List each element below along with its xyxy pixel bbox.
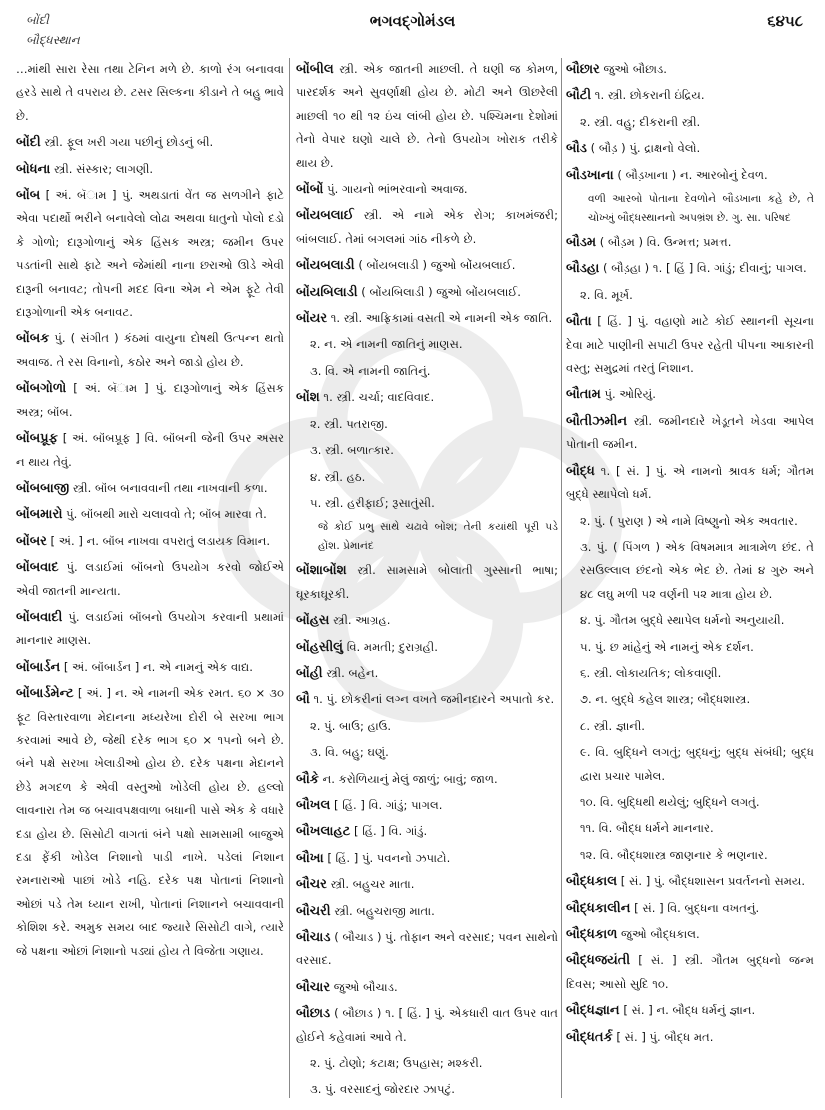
definition: ૨. સ્ત્રી. વહુ; દીકરાની સ્ત્રી. bbox=[580, 114, 701, 129]
definition: [ અં. બૉંબપ્રૂફ ] વિ. બૉંબની જેની ઉપર અસર ન થાય તેવું. bbox=[16, 431, 284, 469]
definition: [ અં. ] ન. એ નામની એક રમત. ૬૦ × ૩૦ ફૂટ વિસ્તારવાળા મેદાનના મધ્યરેખા દોરી બે સરખા ભાગ કરવામાં આવે છે, જેથી દરેક ભાગ ૬૦ × ૧૫નો બને છે. બંને પક્ષે સરખા ખેલાડીઓ હોય છે. દરેક પક્ષના મેદાનને છેડે મગદળ કે એવી વસ્તુઓ ખોડેલી હોય છે. હલ્લો લાવનારા તેમ જ બચાવપક્ષવાળા બધાની પાસે એક કે વધારે દડા હોય છે. સિસોટી વાગતાં બંને પક્ષો સામસામી બાજુએ દડા ફેંકી ખોડેલ નિશાનો પાડી નાખે. પડેલાં નિશાન રમનારાઓ પાછાં ખોડે નહિ. દરેક પક્ષ પોતાનાં નિશાનો ઓછાં પડે તેમ ધ્યાન રાખી, પોતાનાં નિશાનને બચાવવાની કોશિશ કરે. અમુક સમય બાદ જ્યારે સિસોટી વાગે, ત્યારે જે પક્ષના ઓછાં નિશાનો પડ્યાં હોય તે વિજેતા ગણાય. bbox=[16, 686, 285, 958]
dictionary-entry bbox=[566, 257, 814, 280]
dictionary-entry bbox=[296, 307, 558, 330]
page-header bbox=[0, 0, 825, 55]
dictionary-entry bbox=[566, 164, 814, 187]
dictionary-entry bbox=[566, 1026, 814, 1049]
headword: બોંબ bbox=[16, 188, 41, 204]
definition: [ હિં. ] પું. પવનનો ઝપાટો. bbox=[327, 850, 451, 865]
definition: ( બોંયબિલાડી ) જુઓ બોંયબલાઈ. bbox=[361, 284, 521, 299]
dictionary-entry bbox=[296, 926, 558, 973]
definition: ૨. પું. બાઉ; હાઉ. bbox=[310, 718, 392, 733]
dictionary-entry bbox=[16, 477, 284, 500]
headword: બોંબપ્રૂફ bbox=[16, 431, 58, 447]
dictionary-entry bbox=[296, 178, 558, 201]
headword: બૌતા bbox=[566, 314, 592, 330]
definition: ૧૦. વિ. બુદ્ધિથી થયેલું; બુદ્ધિને લગતું. bbox=[580, 794, 760, 809]
definition: જુઓ બૌછાડ. bbox=[603, 62, 667, 76]
headword: બૌદ્ધજ્ઞાન bbox=[566, 1003, 620, 1019]
headword: બૌડહા bbox=[566, 261, 600, 277]
definition: [ સં. ] પું. બૌદ્ધશાસન પ્રવર્તનનો સમય. bbox=[620, 874, 806, 889]
dictionary-entry bbox=[296, 768, 558, 791]
sense bbox=[566, 741, 814, 788]
sense bbox=[566, 791, 814, 814]
sense bbox=[296, 715, 558, 738]
dictionary-entry bbox=[16, 503, 284, 526]
definition: પું. લડાઈમાં બૉંબનો ઉપયોગ કરવાની પ્રથામાં માનનાર માણસ. bbox=[16, 609, 285, 648]
headword: બોંશ bbox=[296, 390, 320, 406]
sense bbox=[566, 284, 814, 307]
definition: ૧. સ્ત્રી. છોકરાની ઇંદ્રિય. bbox=[594, 88, 705, 103]
sense bbox=[296, 466, 558, 489]
dictionary-entry bbox=[296, 688, 558, 711]
definition: [ અં. બૅામ ] પું. અથડાતાં વેંત જ સળગીને ફાટે એવા પદાર્થો ભરીને બનાવેલો લોઢા અથવા ધાતુનો પોલો દડો કે ગોળો; દારૂગોળાનું એક હિંસક અસ્ત્ર; જમીન ઉપર પડતાંની સાથે ફાટે અને જેમાંથી નાના છરાઓ ઊડે એવી દારૂની બનાવટ; તોપની મદદ વિના એમ ને એમ ફૂટે તેવી દારૂગોળાની એક બનાવટ. bbox=[16, 188, 284, 320]
dictionary-entry bbox=[16, 530, 284, 553]
definition: ૧. પું. છોકરીનાં લગ્ન વખતે જમીનદારને અપાતો કર. bbox=[313, 692, 555, 707]
definition: [ હિં. ] પું. વહાણો માટે કોઈ સ્થાનની સૂચના દેવા માટે પાણીની સપાટી ઉપર રહેતી પીપના આકારની વસ્તુ; સમુદ્રમાં તરતું નિશાન. bbox=[566, 314, 814, 376]
headword: બૌખલ bbox=[296, 797, 331, 813]
definition: ૫. પું. છ માંહેનું એ નામનું એક દર્શન. bbox=[580, 639, 754, 654]
definition: ૬. સ્ત્રી. લોકાયતિક; લોકવાણી. bbox=[580, 665, 722, 680]
definition: સ્ત્રી. સંસ્કાર; લાગણી. bbox=[54, 161, 154, 176]
headword: બોંબમારો bbox=[16, 507, 63, 523]
dictionary-entry bbox=[566, 870, 814, 893]
sense bbox=[296, 333, 558, 356]
headword: બોંબીલ bbox=[296, 62, 334, 77]
definition: સ્ત્રી. બહુચરાજી માતા. bbox=[334, 903, 435, 918]
definition: ( બૌચાડ ) પું. તોફાન અને વરસાદ; પવન સાથેનો વરસાદ. bbox=[296, 930, 558, 968]
dictionary-entry bbox=[296, 976, 558, 999]
sense bbox=[566, 715, 814, 738]
dictionary-entry bbox=[566, 897, 814, 920]
definition: સ્ત્રી. જમીનદારે ખેડૂતને ખેડવા આપેલ પોતાની જમીન. bbox=[566, 413, 814, 452]
headword: બૌદ્ધકાળ bbox=[566, 927, 618, 942]
definition: પું. ઓરિયું. bbox=[604, 387, 656, 402]
headword: બૌછાર bbox=[566, 62, 600, 77]
headword: બૌદ્ધજયંતી bbox=[566, 953, 631, 969]
dictionary-entry bbox=[566, 84, 814, 107]
dictionary-entry bbox=[296, 281, 558, 304]
sense bbox=[296, 741, 558, 764]
definition: ૩. વિ. બહુ; ઘણું. bbox=[310, 745, 389, 760]
headword: બોંશાબોંશ bbox=[296, 563, 347, 579]
dictionary-entry bbox=[16, 556, 284, 603]
definition: ( બોંયબલાડી ) જુઓ બોંયબલાઈ. bbox=[358, 258, 516, 273]
definition: ( બૌડ઼ ) પું. દ્રાક્ષનો વેલો. bbox=[590, 141, 701, 156]
headword: બોંબગોળો bbox=[16, 381, 67, 397]
definition: [ હિં. ] વિ. ગાંડું; પાગલ. bbox=[333, 797, 443, 812]
dictionary-entry bbox=[296, 386, 558, 409]
headword: બોંહસીલું bbox=[296, 639, 344, 655]
definition: ૧. સ્ત્રી. આફ્રિકામાં વસતી એ નામની એક જાતિ. bbox=[330, 311, 553, 326]
headword: બોંયર bbox=[296, 311, 328, 327]
definition: ૨. પું. ટોણો; કટાક્ષ; ઉપહાસ; મશ્કરી. bbox=[310, 1056, 483, 1071]
definition: ૩. વિ. એ નામની જાતિનું. bbox=[310, 363, 431, 378]
definition: વિ. મમતી; દુરાગ્રહી. bbox=[346, 639, 438, 654]
dictionary-entry bbox=[296, 900, 558, 923]
definition: ૫. સ્ત્રી. હરીફાઈ; રૂસાતુંસી. bbox=[310, 495, 435, 510]
headword: બૌતામ bbox=[566, 387, 601, 403]
headword: બૌદ્ધકાલ bbox=[566, 874, 618, 890]
definition: સ્ત્રી. આગ્રહ. bbox=[333, 613, 391, 628]
definition: સ્ત્રી. બહુચર માતા. bbox=[330, 877, 415, 892]
sense bbox=[566, 510, 814, 533]
dictionary-entry bbox=[296, 609, 558, 632]
headword: બૌખલાહટ bbox=[296, 824, 351, 840]
column-1 bbox=[16, 58, 284, 966]
dictionary-entry bbox=[16, 158, 284, 181]
dictionary-entry bbox=[16, 184, 284, 324]
dictionary-entry bbox=[16, 427, 284, 474]
headword: બોંદી bbox=[16, 135, 41, 151]
dictionary-entry bbox=[16, 58, 284, 128]
sense bbox=[566, 662, 814, 685]
sense bbox=[566, 688, 814, 711]
definition: સ્ત્રી. એક જાતની માછલી. તે ઘણી જ કોમળ, પારદર્શક અને સુવર્ણાક્ષી હોય છે. મોટી અને ઊછરેલી માછલી ૧૦ થી ૧૨ ઇંચ લાંબી હોય છે. પશ્ચિમના દેશોમાં તેનો વેપાર ઘણો ચાલે છે. તેનો ઉપયોગ ખોરાક તરીકે થાય છે. bbox=[296, 62, 558, 170]
dictionary-entry bbox=[566, 923, 814, 946]
dictionary-entry bbox=[296, 820, 558, 843]
guide-word-last: બૌદ્ધસ્થાન bbox=[26, 33, 80, 47]
definition: સ્ત્રી. સામસામે બોલાતી ગુસ્સાની ભાષા; ઘૂરકાઘૂરકી. bbox=[296, 563, 558, 601]
citation bbox=[566, 190, 814, 228]
dictionary-entry bbox=[296, 58, 558, 175]
page-title: ભગવદ્ગોમંડલ bbox=[369, 12, 456, 30]
definition: જે કોઈ પ્રભુ સાથે ચઢાવે બોંશ; તેની કયાંથી પૂરી પડે હોંશ. પ્રેમાનંદ bbox=[318, 521, 558, 553]
sense bbox=[566, 817, 814, 840]
headword: બૌડ bbox=[566, 141, 587, 157]
headword: બૌદ્ધતર્ક bbox=[566, 1029, 613, 1045]
headword: બૌછાડ bbox=[296, 1006, 331, 1022]
sense bbox=[566, 609, 814, 632]
headword: બૌચાડ bbox=[296, 930, 331, 945]
sense bbox=[566, 536, 814, 606]
headword: બૌદ્ધ bbox=[566, 463, 595, 479]
column-divider bbox=[289, 58, 290, 1098]
headword: બોંહસ bbox=[296, 613, 330, 629]
dictionary-entry bbox=[566, 949, 814, 996]
headword: બોંયબલાડી bbox=[296, 258, 355, 274]
dictionary-entry bbox=[16, 682, 284, 963]
headword: બૌડખાના bbox=[566, 167, 614, 183]
dictionary-entry bbox=[566, 58, 814, 81]
headword: બૌટી bbox=[566, 88, 592, 104]
headword: બૌ bbox=[296, 692, 310, 708]
dictionary-entry bbox=[566, 310, 814, 380]
sense bbox=[566, 111, 814, 134]
definition: ૨. વિ. મૂર્ખ. bbox=[580, 287, 633, 302]
dictionary-entry bbox=[16, 656, 284, 679]
definition: ( બૌછાડ ) ૧. [ હિં. ] પું. એકધારી વાત ઉપર વાત હોઈને કહેવામાં આવે તે. bbox=[296, 1006, 558, 1044]
dictionary-entry bbox=[566, 460, 814, 507]
dictionary-entry bbox=[566, 410, 814, 457]
definition: ૨. સ્ત્રી. પતરાજી. bbox=[310, 416, 388, 431]
dictionary-entry bbox=[296, 847, 558, 870]
headword: બોંબોં bbox=[296, 182, 324, 198]
definition: ૧. સ્ત્રી. ચર્ચા; વાદવિવાદ. bbox=[323, 390, 435, 405]
definition: ૨. ન. એ નામની જાતિનું માણસ. bbox=[310, 337, 463, 352]
definition: [ સં. ] પું. બૌદ્ધ મત. bbox=[616, 1029, 714, 1044]
definition: [ સં. ] સ્ત્રી. ગૌતમ બુદ્ધનો જન્મ દિવસ; આસો સુદિ ૧૦. bbox=[566, 953, 814, 991]
definition: સ્ત્રી. ફૂલ ખરી ગયા પછીનું છોડનું બી. bbox=[44, 135, 214, 150]
dictionary-entry bbox=[296, 794, 558, 817]
definition: સ્ત્રી. એ નામે એક રોગ; કાખમંજરી; બાંબલાઈ. તેમાં બગલમાં ગાંઠ નીકળે છે. bbox=[296, 208, 558, 246]
dictionary-entry bbox=[566, 383, 814, 406]
definition: પું. ( સંગીત ) કંઠમાં વાયુના દોષથી ઉત્પન્ન થતો અવાજ. તે રસ વિનાનો, કઠોર અને જાડો હોય છે. bbox=[16, 331, 285, 369]
headword: બોંબાર્ડમેન્ટ bbox=[16, 686, 74, 702]
definition: ( બૌડ઼ખાના ) ન. આરબોનું દેવળ. bbox=[617, 167, 768, 182]
headword: બોંયબલાઈ bbox=[296, 208, 354, 224]
headword: બોંબબાજી bbox=[16, 480, 70, 496]
definition: સ્ત્રી. બહેન. bbox=[326, 665, 379, 680]
definition: ( બૌડ઼મ ) વિ. ઉન્મત્ત; પ્રમત્ત. bbox=[599, 235, 732, 250]
column-3 bbox=[566, 58, 814, 1052]
headword: બોંયબિલાડી bbox=[296, 284, 358, 300]
sense bbox=[296, 492, 558, 515]
definition: જુઓ બૌદ્ધકાલ. bbox=[621, 927, 700, 941]
dictionary-entry bbox=[296, 1002, 558, 1049]
dictionary-entry bbox=[296, 254, 558, 277]
column-divider bbox=[561, 58, 562, 1098]
sense bbox=[296, 413, 558, 436]
sense bbox=[296, 439, 558, 462]
headword: બૌખા bbox=[296, 850, 324, 866]
definition: [ અં. બૉંબાર્ડન ] ન. એ નામનું એક વાદ્ય. bbox=[63, 659, 253, 674]
definition: ૪. પું. ગૌતમ બુદ્ધે સ્થાપેલ ધર્મનો અનુયાયી. bbox=[580, 613, 785, 628]
headword: બૌચરી bbox=[296, 903, 331, 919]
definition: ( બૌડ઼હા ) ૧. [ હિં ] વિ. ગાંડું; દીવાનું; પાગલ. bbox=[603, 261, 807, 276]
definition: પું. બૉંબથી મારો ચલાવવો તે; બૉંબ મારવા તે. bbox=[66, 507, 267, 522]
sense bbox=[296, 1052, 558, 1075]
dictionary-entry bbox=[16, 327, 284, 374]
dictionary-entry bbox=[566, 137, 814, 160]
sense bbox=[566, 636, 814, 659]
definition: ન. કરોળિયાનું મેલું જાળું; બાવું; જાળ. bbox=[322, 771, 498, 786]
headword: બૌદ્ધકાલીન bbox=[566, 900, 631, 916]
headword: બૌચાર bbox=[296, 979, 331, 995]
dictionary-entry bbox=[296, 559, 558, 606]
definition: [ સં. ] વિ. બુદ્ધના વખતનું. bbox=[634, 900, 760, 915]
headword: બૌચર bbox=[296, 877, 327, 893]
definition: ૩. પું. ( પિંગળ ) એક વિષમમાત્ર માત્રામેળ છંદ. તે રસઉલ્લાલ છંદનો એક ભેદ છે. તેમાં ૪ ગુરુ અને ૪૮ લઘુ મળી ૫૨ વર્ણની ૫૨ માત્રા હોય છે. bbox=[580, 539, 814, 601]
definition: [ અં. ] ન. બૉંબ નાખવા વપરાતું લડાયક વિમાન. bbox=[50, 533, 271, 548]
definition: ૧૧. વિ. બૌદ્ધ ધર્મને માનનાર. bbox=[580, 821, 714, 836]
definition: [ હિં. ] વિ. ગાંડું. bbox=[353, 824, 428, 839]
dictionary-entry bbox=[296, 873, 558, 896]
headword: બૌકે bbox=[296, 771, 319, 787]
sense bbox=[566, 844, 814, 867]
headword: બોંહી bbox=[296, 665, 323, 681]
headword: બોંબર bbox=[16, 533, 47, 549]
dictionary-entry bbox=[296, 636, 558, 659]
sense bbox=[296, 360, 558, 383]
definition: વળી આરબો પોતાના દેવળોને બૌડખાના કહે છે, તે ચોખ્ખું બૌદ્ધસ્થાનનો અપભ્રંશ છે. ગુ. સા. પરિષદ bbox=[588, 193, 814, 225]
definition: ૪. સ્ત્રી. હઠ. bbox=[310, 469, 366, 484]
definition: ૩. સ્ત્રી. બળાત્કાર. bbox=[310, 443, 394, 458]
dictionary-entry bbox=[566, 999, 814, 1022]
definition: ૭. ન. બુદ્ધે કહેલ શાસ્ત્ર; બૌદ્ધશાસ્ત્ર. bbox=[580, 692, 751, 707]
dictionary-entry bbox=[566, 231, 814, 254]
headword: બોંબવાદ bbox=[16, 560, 59, 576]
dictionary-entry bbox=[16, 606, 284, 653]
definition: …માંથી સારા રેસા તથા ટેનિન મળે છે. કાળો રંગ બનાવવા હરડે સાથે તે વપરાય છે. ટસર સિલ્કના કીડાને તે બહુ ભાવે છે. bbox=[16, 62, 284, 123]
headword: બોંબવાદી bbox=[16, 609, 63, 625]
column-2 bbox=[296, 58, 558, 1105]
dictionary-entry bbox=[16, 131, 284, 154]
definition: ૩. પું. વરસાદનું જોરદાર ઝાપટું. bbox=[310, 1082, 455, 1097]
guide-word-first: બોંદી bbox=[26, 13, 49, 27]
definition: જુઓ બૌચાડ. bbox=[333, 979, 398, 994]
definition: પું. લડાઈમાં બૉંબનો ઉપયોગ કરવો જોઈએ એવી જાતની માન્યતા. bbox=[16, 560, 285, 598]
dictionary-entry bbox=[296, 662, 558, 685]
headword: બોધના bbox=[16, 161, 51, 177]
headword: બોંબક bbox=[16, 331, 50, 347]
definition: ૧. [ સં. ] પું. એ નામનો શ્રાવક ધર્મ; ગૌતમ બુદ્ધે સ્થાપેલો ધર્મ. bbox=[566, 463, 815, 502]
definition: [ અં. બૅામ ] પું. દારૂગોળાનું એક હિંસક અસ્ત્ર; બૉંબ. bbox=[16, 381, 284, 419]
definition: સ્ત્રી. બૉંબ બનાવવાની તથા નાખવાની કળા. bbox=[72, 480, 268, 495]
definition: ૯. વિ. બુદ્ધિને લગતું; બુદ્ધનું; બુદ્ધ સંબંધી; બુદ્ધ દ્વારા પ્રચાર પામેલ. bbox=[580, 745, 814, 783]
dictionary-entry bbox=[296, 204, 558, 251]
sense bbox=[296, 1078, 558, 1101]
definition: ૮. સ્ત્રી. જ્ઞાની. bbox=[580, 718, 645, 733]
citation bbox=[296, 518, 558, 556]
page-number: ૬૪૫૮ bbox=[767, 12, 803, 30]
headword: બૌડમ bbox=[566, 235, 597, 251]
headword: બૌતીઝમીન bbox=[566, 413, 628, 429]
dictionary-entry bbox=[16, 377, 284, 424]
definition: ૧૨. વિ. બૌદ્ધશાસ્ત્ર જાણનાર કે ભણનાર. bbox=[580, 847, 768, 862]
headword: બોંબાર્ડન bbox=[16, 659, 61, 675]
definition: [ સં. ] ન. બૌદ્ધ ધર્મનું જ્ઞાન. bbox=[623, 1003, 756, 1018]
definition: ૨. પું. ( પુરાણ ) એ નામે વિષ્ણુનો એક અવતાર. bbox=[580, 513, 798, 528]
definition: પું. ગાયનો ભાંભરવાનો અવાજ. bbox=[327, 182, 468, 197]
